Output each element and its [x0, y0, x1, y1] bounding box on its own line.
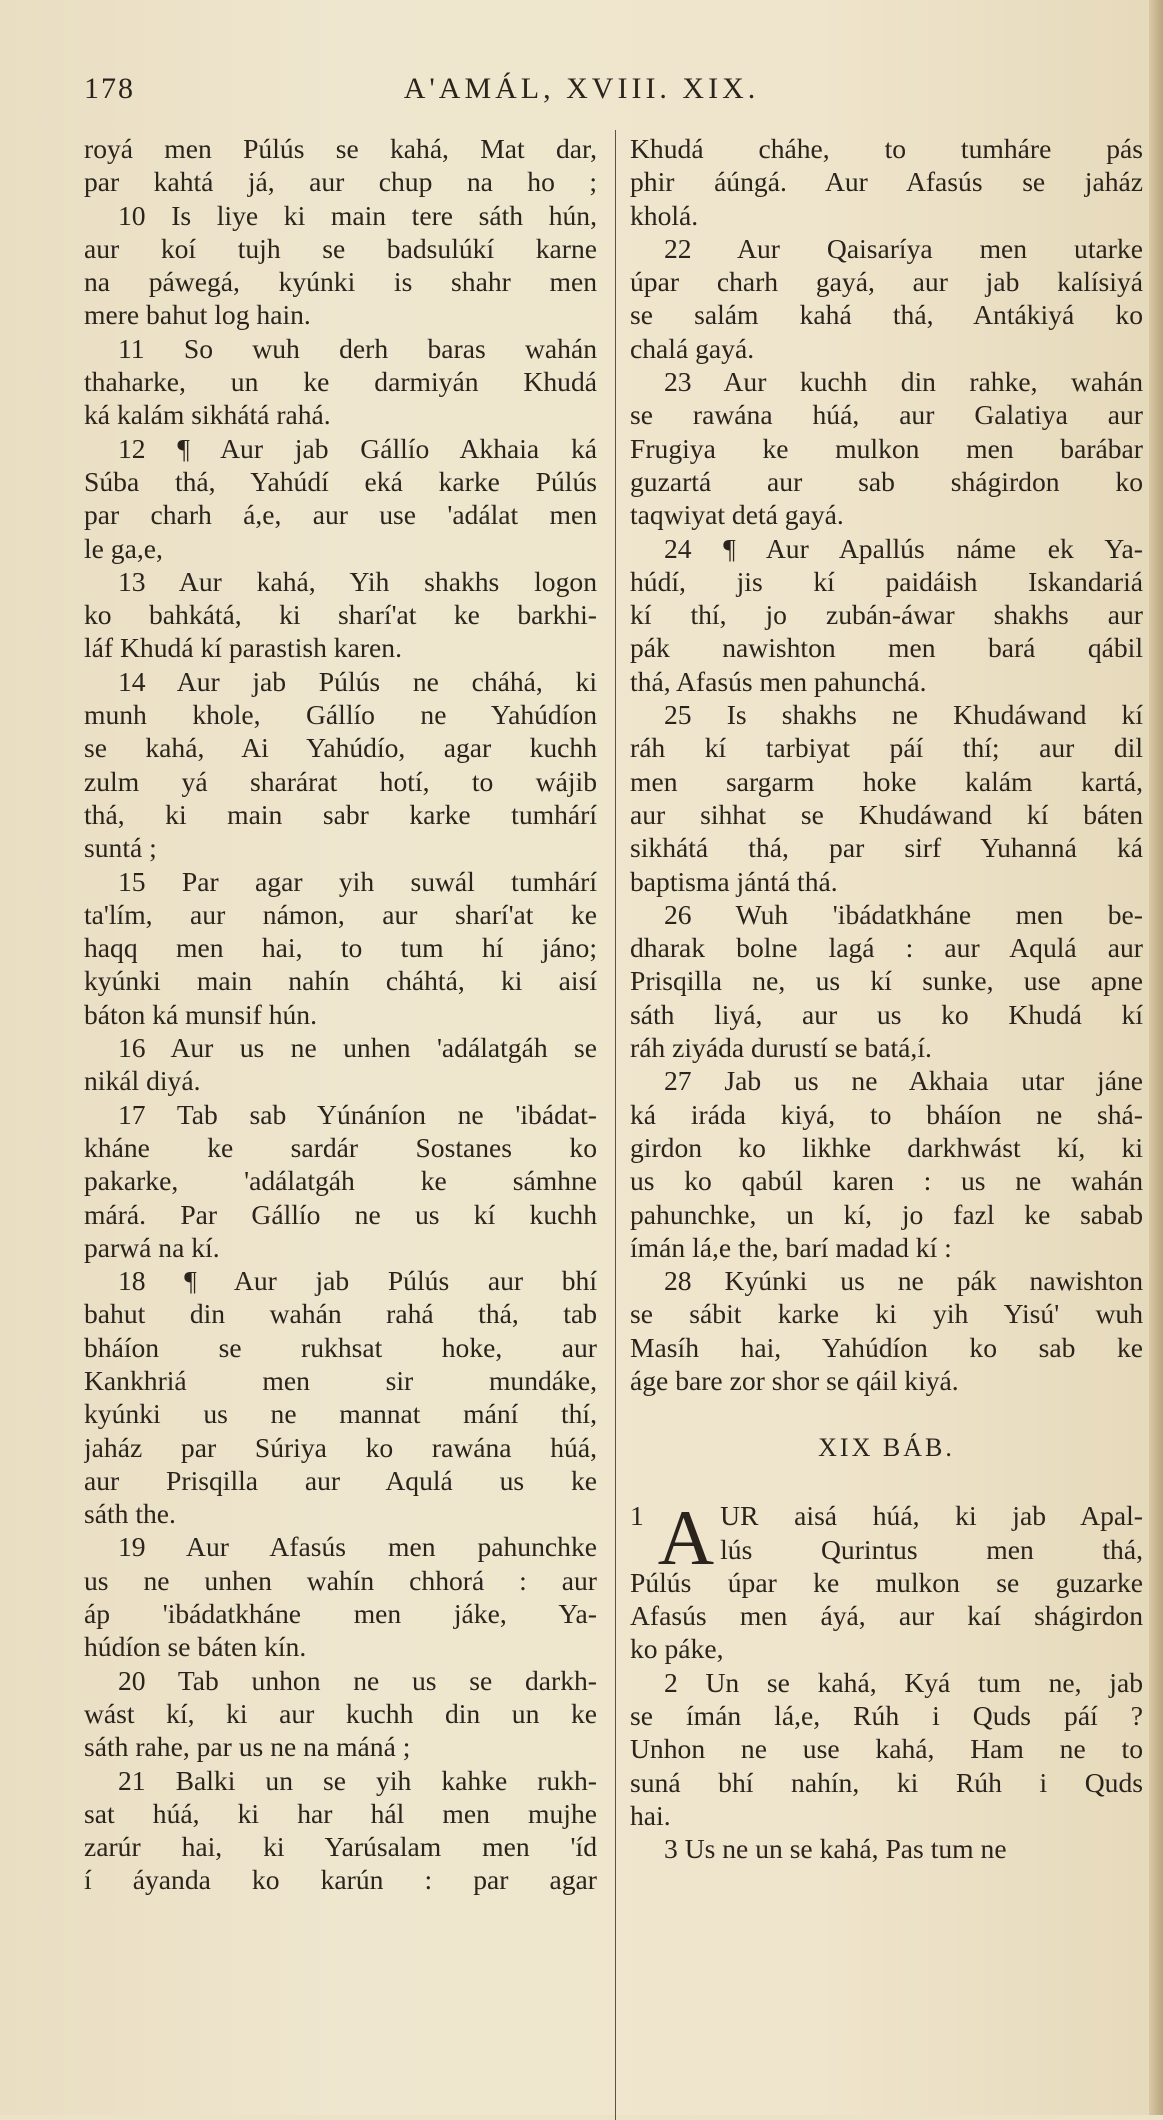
text-line: Púlús úpar ke mulkon se guzarke — [630, 1566, 1143, 1598]
text-line: baptisma jántá thá. — [630, 865, 838, 897]
text-line: 19 Aur Afasús men pahunchke — [118, 1531, 597, 1563]
text-line: thaharke, un ke darmiyán Khudá — [84, 366, 597, 398]
text-line: guzartá aur sab shágirdon ko — [630, 465, 1143, 497]
text-line: sáth liyá, aur us ko Khudá kí — [630, 998, 1143, 1030]
text-line: áge bare zor shor se qáil kiyá. — [630, 1364, 959, 1396]
chapter-text — [630, 1566, 1143, 1866]
text-line: 22 Aur Qaisaríya men utarke — [664, 232, 1143, 264]
text-line: ká iráda kiyá, to bháíon ne shá- — [630, 1098, 1143, 1130]
text-line: hai. — [630, 1799, 671, 1831]
text-line: húdí, jis kí paidáish Iskandariá — [630, 565, 1143, 597]
text-line: se kahá, Ai Yahúdío, agar kuchh — [84, 732, 597, 764]
text-line: 17 Tab sab Yúnáníon ne 'ibádat- — [118, 1098, 597, 1130]
text-line: í áyanda ko karún : par agar — [84, 1864, 597, 1896]
text-line: láf Khudá kí parastish karen. — [84, 632, 402, 664]
text-line: 18 ¶ Aur jab Púlús aur bhí — [118, 1265, 597, 1297]
page-number: 178 — [84, 72, 135, 105]
text-line: se ímán lá,e, Rúh i Quds páí ? — [630, 1700, 1143, 1732]
text-line: zulm yá sharárat hotí, to wájib — [84, 765, 597, 797]
text-line: Masíh hai, Yahúdíon ko sab ke — [630, 1331, 1143, 1363]
text-line: márá. Par Gállío ne us kí kuchh — [84, 1198, 597, 1230]
text-line: 20 Tab unhon ne us se darkh- — [118, 1664, 597, 1696]
text-line: jaház par Súriya ko rawána húá, — [84, 1431, 597, 1463]
text-line: 12 ¶ Aur jab Gállío Akhaia ká — [118, 432, 597, 464]
text-line: Afasús men áyá, aur kaí shágirdon — [630, 1600, 1143, 1632]
left-column — [84, 132, 597, 1897]
text-line: 14 Aur jab Púlús ne cháhá, ki — [118, 665, 597, 697]
text-line: pahunchke, un kí, jo fazl ke sabab — [630, 1198, 1143, 1230]
text-line: ká kalám sikhátá rahá. — [84, 399, 331, 431]
text-line: Prisqilla ne, us kí sunke, use apne — [630, 965, 1143, 997]
text-line: 24 ¶ Aur Apallús náme ek Ya- — [664, 532, 1143, 564]
chapter-verse-number: 1 — [630, 1500, 644, 1532]
text-line: kyúnki us ne mannat mání thí, — [84, 1398, 597, 1430]
text-line: Kankhriá men sir mundáke, — [84, 1364, 597, 1396]
text-line: 13 Aur kahá, Yih shakhs logon — [118, 565, 597, 597]
text-line: sikhátá thá, par sirf Yuhanná ká — [630, 832, 1143, 864]
text-line: ta'lím, aur námon, aur sharí'at ke — [84, 898, 597, 930]
text-line: 25 Is shakhs ne Khudáwand kí — [664, 699, 1143, 731]
text-line: kí thí, jo zubán-áwar shakhs aur — [630, 599, 1143, 631]
text-line: báton ká munsif hún. — [84, 998, 317, 1030]
text-line: áp 'ibádatkháne men jáke, Ya- — [84, 1598, 597, 1630]
text-line: se sábit karke ki yih Yisú' wuh — [630, 1298, 1143, 1330]
text-line: se salám kahá thá, Antákiyá ko — [630, 299, 1143, 331]
text-line: nikál diyá. — [84, 1065, 201, 1097]
text-line: pakarke, 'adálatgáh ke sámhne — [84, 1165, 597, 1197]
text-line: par kahtá já, aur chup na ho ; — [84, 166, 597, 198]
text-line: 3 Us ne un se kahá, Pas tum ne — [664, 1833, 1007, 1865]
text-line: zarúr hai, ki Yarúsalam men 'íd — [84, 1831, 597, 1863]
text-line: ko bahkátá, ki sharí'at ke barkhi- — [84, 599, 597, 631]
text-line: lús Qurintus men thá, — [720, 1533, 1143, 1565]
text-line: sáth the. — [84, 1498, 176, 1530]
text-line: us ne unhen wahín chhorá : aur — [84, 1564, 597, 1596]
text-line: bahut din wahán rahá thá, tab — [84, 1298, 597, 1330]
text-line: aur Prisqilla aur Aqulá us ke — [84, 1464, 597, 1496]
text-line: 11 So wuh derh baras wahán — [118, 332, 597, 364]
text-line: us ko qabúl karen : us ne wahán — [630, 1165, 1143, 1197]
text-line: sat húá, ki har hál men mujhe — [84, 1797, 597, 1829]
text-line: Khudá cháhe, to tumháre pás — [630, 133, 1143, 164]
text-line: wást kí, ki aur kuchh din un ke — [84, 1697, 597, 1729]
text-line: 2 Un se kahá, Kyá tum ne, jab — [664, 1666, 1143, 1698]
text-line: suná bhí nahín, ki Rúh i Quds — [630, 1766, 1143, 1798]
text-line: dharak bolne lagá : aur Aqulá aur — [630, 932, 1143, 964]
text-line: kyúnki main nahín cháhtá, ki aisí — [84, 965, 597, 997]
text-line: chalá gayá. — [630, 332, 755, 364]
text-line: phir áúngá. Aur Afasús se jaház — [630, 166, 1143, 198]
running-title: A'AMÁL, XVIII. XIX. — [403, 72, 760, 105]
text-line: Unhon ne use kahá, Ham ne to — [630, 1733, 1143, 1765]
text-line: Frugiya ke mulkon men barábar — [630, 432, 1143, 464]
text-line: 28 Kyúnki us ne pák nawishton — [664, 1265, 1143, 1297]
text-line: parwá na kí. — [84, 1231, 220, 1263]
text-line: 16 Aur us ne unhen 'adálatgáh se — [118, 1032, 597, 1064]
page-header — [84, 72, 1079, 112]
text-line: húdíon se báten kín. — [84, 1631, 307, 1663]
text-line: aur koí tujh se badsulúkí karne — [84, 232, 597, 264]
text-line: le ga,e, — [84, 532, 163, 564]
text-line: ráh ziyáda durustí se batá,í. — [630, 1032, 932, 1064]
text-line: taqwiyat detá gayá. — [630, 499, 844, 531]
text-line: 10 Is liye ki main tere sáth hún, — [118, 199, 597, 231]
text-line: 15 Par agar yih suwál tumhárí — [118, 865, 597, 897]
text-line: úpar charh gayá, aur jab kalísiyá — [630, 266, 1143, 298]
right-column — [630, 132, 1143, 1866]
text-line: men sargarm hoke kalám kartá, — [630, 765, 1143, 797]
text-line: girdon ko likhke darkhwást kí, ki — [630, 1131, 1143, 1163]
text-line: 23 Aur kuchh din rahke, wahán — [664, 366, 1143, 398]
drop-cap: A — [657, 1494, 715, 1582]
text-line: 27 Jab us ne Akhaia utar jáne — [664, 1065, 1143, 1097]
text-line: royá men Púlús se kahá, Mat dar, — [84, 133, 597, 164]
text-line: thá, ki main sabr karke tumhárí — [84, 798, 597, 830]
text-line: par charh á,e, aur use 'adálat men — [84, 499, 597, 531]
text-line: thá, Afasús men pahunchá. — [630, 665, 927, 697]
text-line: ímán lá,e the, barí madad kí : — [630, 1231, 952, 1263]
text-line: munh khole, Gállío ne Yahúdíon — [84, 699, 597, 731]
text-line: UR aisá húá, ki jab Apal- — [720, 1500, 1143, 1532]
text-line: ráh kí tarbiyat páí thí; aur dil — [630, 732, 1143, 764]
text-line: sáth rahe, par us ne na máná ; — [84, 1731, 411, 1763]
chapter-heading: XIX BÁB. — [818, 1433, 955, 1463]
text-line: haqq men hai, to tum hí jáno; — [84, 932, 597, 964]
text-line: se rawána húá, aur Galatiya aur — [630, 399, 1143, 431]
text-line: na páwegá, kyúnki is shahr men — [84, 266, 597, 298]
page-edge — [1149, 0, 1163, 2115]
column-divider — [615, 130, 616, 2120]
text-line: 21 Balki un se yih kahke rukh- — [118, 1764, 597, 1796]
text-line: kháne ke sardár Sostanes ko — [84, 1131, 597, 1163]
text-line: suntá ; — [84, 832, 157, 864]
text-line: bháíon se rukhsat hoke, aur — [84, 1331, 597, 1363]
text-line: ko páke, — [630, 1633, 724, 1665]
text-line: pák nawishton men bará qábil — [630, 632, 1143, 664]
text-line: Súba thá, Yahúdí eká karke Púlús — [84, 465, 597, 497]
text-line: aur sihhat se Khudáwand kí báten — [630, 798, 1143, 830]
right-column-text — [630, 132, 1143, 1397]
text-line: mere bahut log hain. — [84, 299, 311, 331]
text-line: kholá. — [630, 199, 699, 231]
text-line: 26 Wuh 'ibádatkháne men be- — [664, 898, 1143, 930]
